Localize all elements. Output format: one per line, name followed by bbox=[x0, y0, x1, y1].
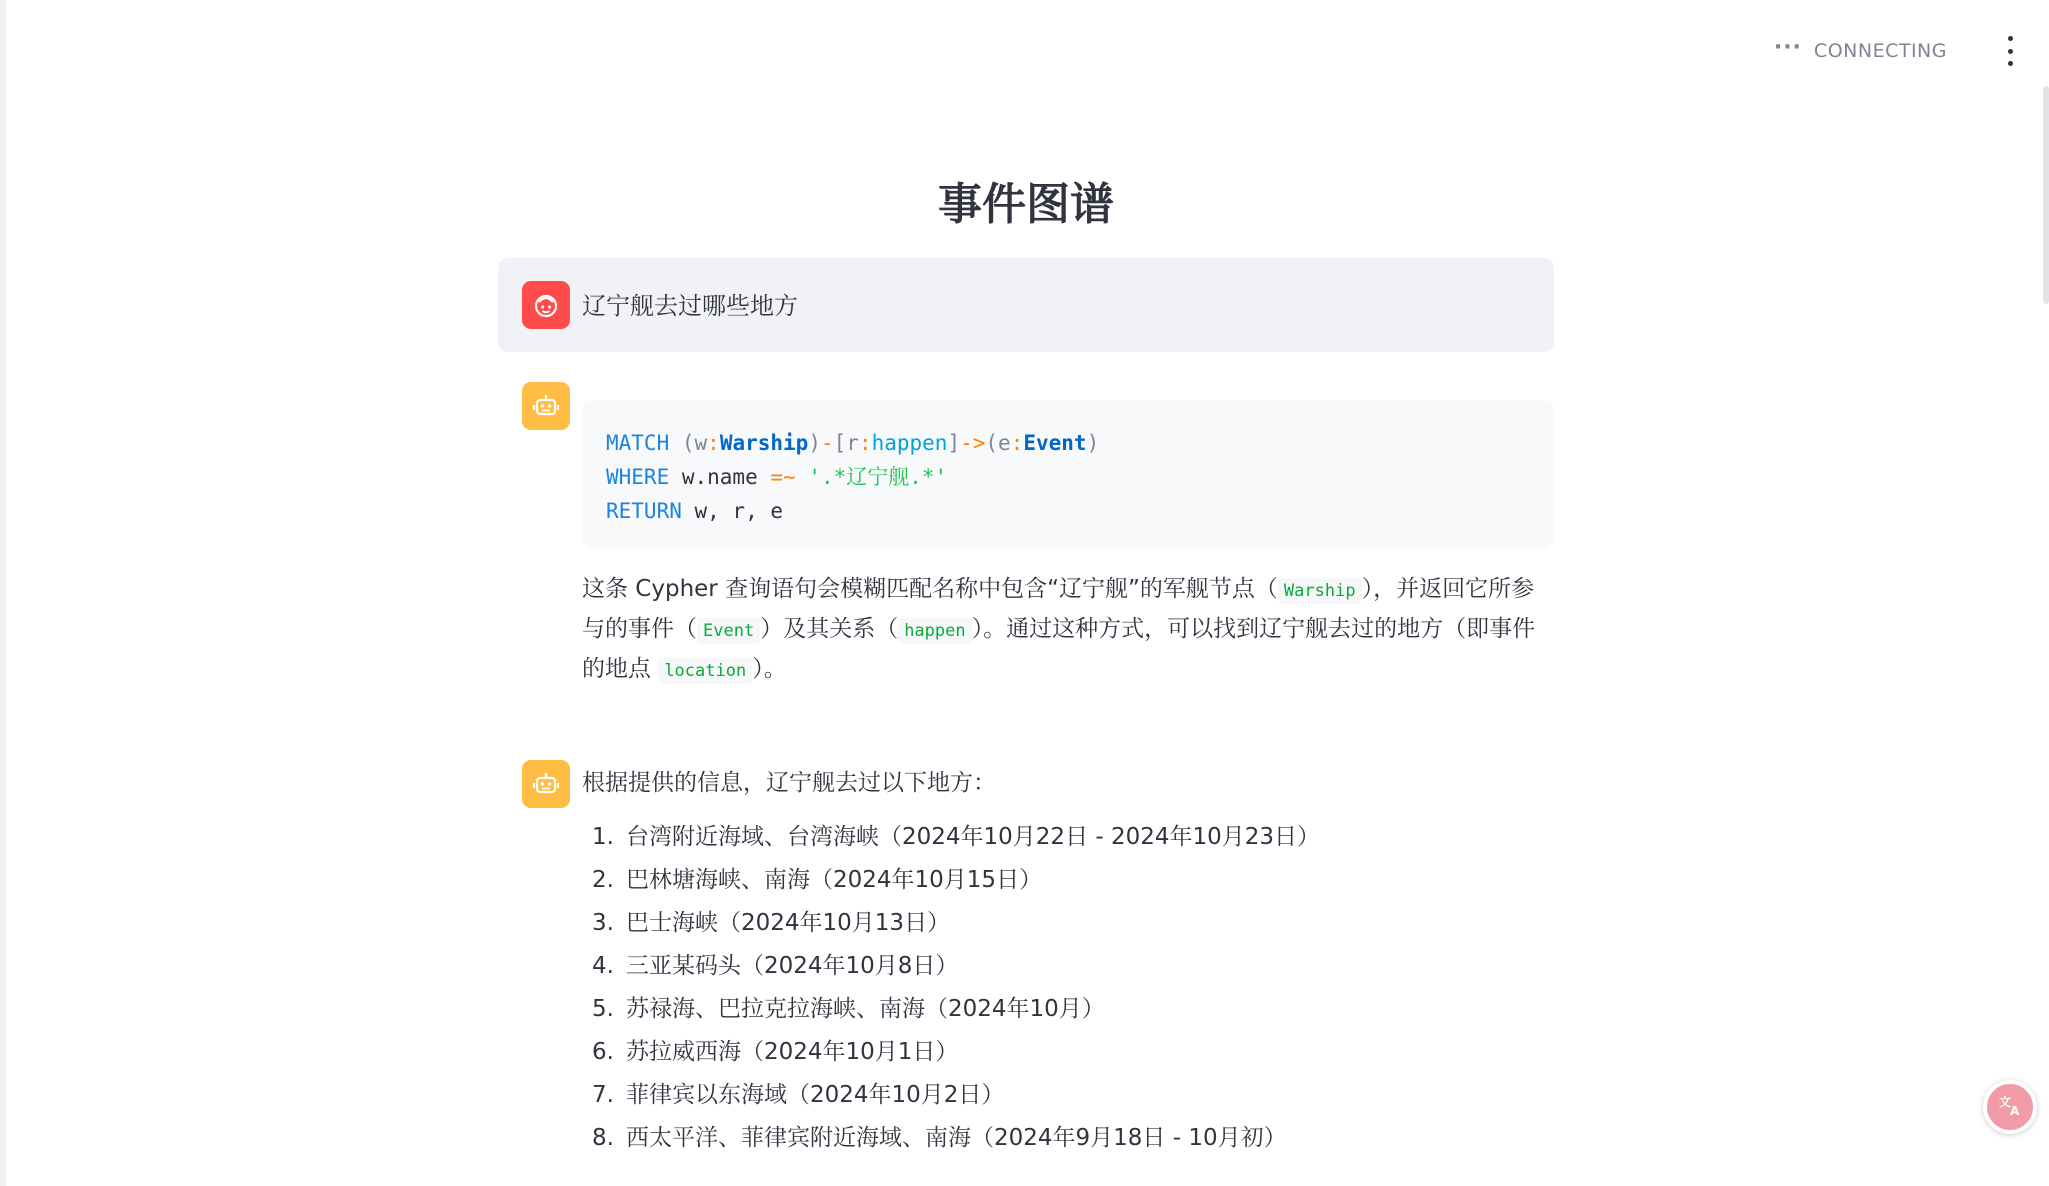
svg-text:A: A bbox=[2010, 1104, 2020, 1118]
svg-text:文: 文 bbox=[1999, 1095, 2012, 1109]
user-chat-message bbox=[498, 258, 1554, 352]
query-explanation: 这条 Cypher 查询语句会模糊匹配名称中包含“辽宁舰”的军舰节点（ Warship ），并返回它所参与的事件（ Event ）及其关系（ happen ）。通过这种方式，可以找到辽宁舰去过的地方（即事件的地点 location ）。 bbox=[582, 576, 1536, 682]
kebab-menu-icon bbox=[2008, 36, 2013, 41]
sidebar-edge bbox=[0, 0, 6, 1186]
list-item: 3. 巴士海峡（2024年10月13日） bbox=[592, 910, 951, 936]
answer-intro: 根据提供的信息，辽宁舰去过以下地方： bbox=[582, 770, 996, 796]
user-message-text: 辽宁舰去过哪些地方 bbox=[582, 292, 798, 320]
app-header bbox=[0, 0, 2049, 100]
code-line-3: RETURN w, r, e bbox=[606, 499, 784, 523]
places-list bbox=[582, 816, 1554, 1160]
code-line-2: WHERE w.name =~ '.*辽宁舰.*' bbox=[606, 465, 948, 489]
list-item: 8. 西太平洋、菲律宾附近海域、南海（2024年9月18日 - 10月初） bbox=[592, 1125, 1287, 1151]
cypher-code-block[interactable] bbox=[582, 400, 1554, 548]
running-dots-icon: ··· bbox=[1773, 35, 1802, 60]
inline-code: Warship bbox=[1278, 578, 1362, 604]
status-label: CONNECTING bbox=[1813, 39, 1947, 62]
translate-icon bbox=[1997, 1092, 2023, 1122]
inline-code: Event bbox=[697, 618, 760, 644]
inline-code: location bbox=[658, 658, 752, 684]
list-item: 6. 苏拉威西海（2024年10月1日） bbox=[592, 1039, 959, 1065]
translate-button[interactable] bbox=[1983, 1080, 2037, 1134]
robot-icon bbox=[522, 760, 570, 808]
robot-icon bbox=[522, 382, 570, 430]
list-item: 2. 巴林塘海峡、南海（2024年10月15日） bbox=[592, 867, 1043, 893]
list-item: 4. 三亚某码头（2024年10月8日） bbox=[592, 953, 959, 979]
connection-status bbox=[1773, 35, 1947, 63]
page-title: 事件图谱 bbox=[938, 179, 1114, 230]
main-menu-button[interactable] bbox=[1997, 36, 2023, 66]
scrollbar[interactable] bbox=[2043, 86, 2049, 304]
list-item: 1. 台湾附近海域、台湾海峡（2024年10月22日 - 2024年10月23日） bbox=[592, 824, 1321, 850]
code-line-1: MATCH (w:Warship)-[r:happen]->(e:Event) bbox=[606, 431, 1100, 455]
inline-code: happen bbox=[898, 618, 971, 644]
list-item: 7. 菲律宾以东海域（2024年10月2日） bbox=[592, 1082, 1005, 1108]
list-item: 5. 苏禄海、巴拉克拉海峡、南海（2024年10月） bbox=[592, 996, 1105, 1022]
user-face-icon bbox=[522, 281, 570, 329]
main-content bbox=[498, 170, 1554, 1151]
